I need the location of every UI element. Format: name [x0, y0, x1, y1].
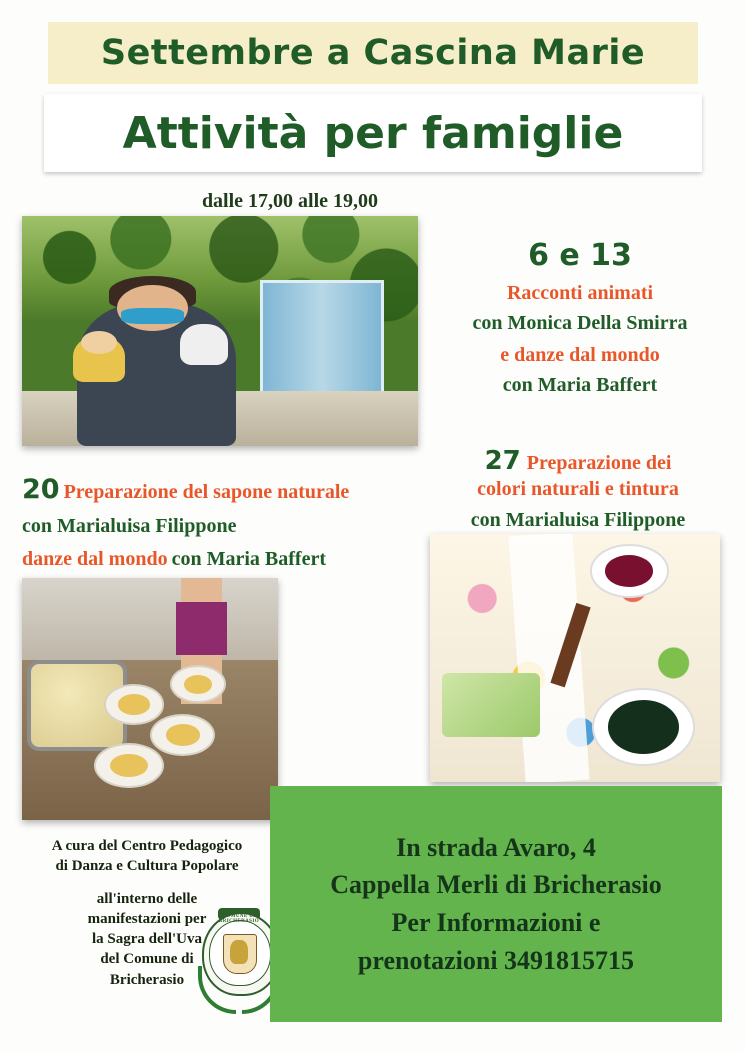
event-20-date: 20 [22, 474, 60, 505]
credits-line1: A cura del Centro Pedagogico [51, 838, 243, 854]
event-20-block [22, 474, 426, 581]
crest-lion-icon [230, 940, 248, 964]
photo-3-green-fabric [442, 673, 541, 737]
page-title: Settembre a Cascina Marie [100, 33, 646, 73]
credits-line5: la Sagra dell'Uva [91, 931, 202, 947]
event-27-line2: colori naturali e tintura [477, 478, 679, 500]
photo-puppet-storytelling [22, 216, 418, 446]
photo-2-background [22, 578, 278, 665]
event-6-13-line4: con Maria Baffert [502, 374, 658, 396]
event-20-line3-red: danze dal mondo [22, 548, 168, 570]
photo-1-puppet-white [180, 324, 228, 365]
photo-2-scene [22, 578, 278, 820]
photo-3-dye-bowl-red [590, 544, 669, 598]
title-band [48, 22, 698, 84]
event-6-13-block [430, 238, 730, 397]
credits-line3: all'interno delle [96, 890, 198, 907]
credits-line7: Bricherasio [109, 971, 185, 988]
event-time: dalle 17,00 alle 19,00 [201, 190, 379, 212]
photo-2-person-shorts [176, 602, 227, 655]
photo-2-bowl [94, 743, 165, 788]
event-20-row3 [22, 548, 426, 571]
event-20-line1: Preparazione del sapone naturale [63, 481, 350, 503]
photo-2-bowl [150, 714, 215, 757]
event-6-13-line1: Racconti animati [506, 282, 654, 304]
event-27-block [420, 446, 736, 532]
event-27-line3: con Marialuisa Filippone [470, 509, 686, 531]
info-contact-line2: prenotazioni 3491815715 [357, 945, 635, 975]
crest-left-branch-icon [198, 966, 236, 1014]
event-20-headline [22, 474, 426, 505]
event-27-line1: Preparazione dei [526, 452, 672, 474]
photo-soap-making [22, 578, 278, 820]
photo-1-puppet-yellow-head [81, 331, 117, 354]
info-box [270, 786, 722, 1022]
photo-natural-dyes [430, 534, 720, 782]
event-6-13-dates: 6 e 13 [528, 238, 632, 273]
event-20-line3-green: con Maria Baffert [171, 548, 326, 570]
photo-2-bowl [104, 684, 164, 724]
event-20-row2 [22, 515, 426, 538]
credits-line6: del Comune di [100, 951, 194, 968]
event-27-headline [420, 446, 736, 476]
info-contact-line1: Per Informazioni e [391, 908, 601, 937]
photo-3-dye-bowl-dark [592, 688, 695, 766]
photo-1-face-mask [121, 308, 184, 324]
event-27-date: 27 [484, 446, 521, 476]
info-address-line2: Cappella Merli di Bricherasio [330, 870, 662, 900]
credits-line4: manifestazioni per [87, 910, 207, 927]
info-address-line1: In strada Avaro, 4 [396, 832, 596, 862]
event-20-line2: con Marialuisa Filippone [22, 515, 237, 537]
photo-3-scene [430, 534, 720, 782]
credits-spacer [22, 877, 272, 889]
event-6-13-line3: e danze dal mondo [500, 344, 660, 366]
crest-caption: COMUNE DI BRICHERASIO [219, 914, 259, 924]
subtitle-band [44, 94, 702, 172]
photo-1-scene [22, 216, 418, 446]
photo-2-bowl [170, 665, 225, 703]
event-6-13-line2: con Monica Della Smirra [472, 312, 688, 334]
credits-line2: di Danza e Cultura Popolare [55, 858, 239, 875]
page-subtitle: Attività per famiglie [122, 107, 624, 159]
